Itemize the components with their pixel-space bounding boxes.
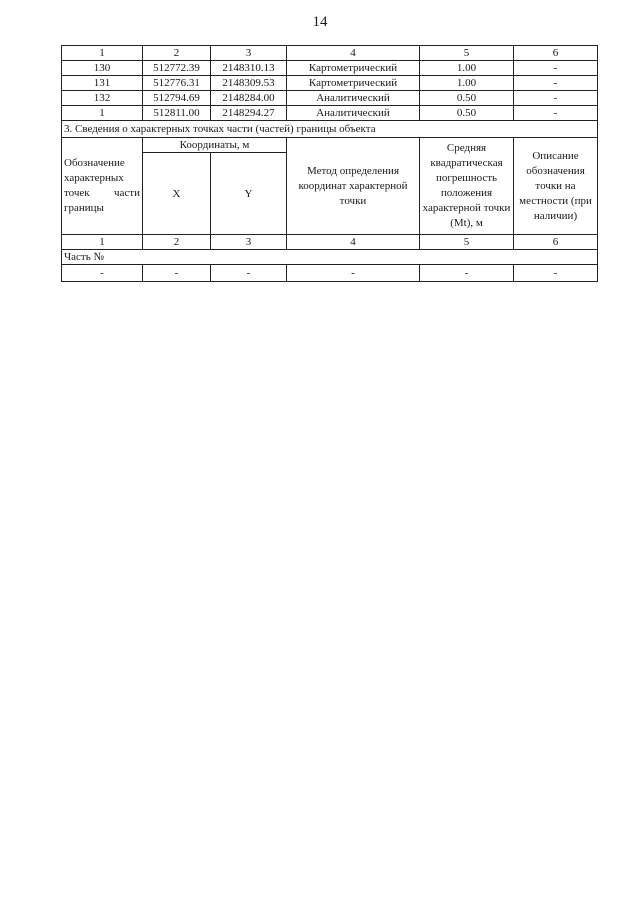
page-number: 14 <box>312 14 328 30</box>
method: Картометрический <box>287 61 420 76</box>
point-id: 131 <box>62 76 143 91</box>
method: Аналитический <box>287 91 420 106</box>
coord-x: 512776.31 <box>143 76 211 91</box>
x-header: X <box>143 153 211 235</box>
coord-x: 512794.69 <box>143 91 211 106</box>
section-title-row <box>62 121 598 138</box>
column-number: 4 <box>287 235 420 250</box>
method: Картометрический <box>287 76 420 91</box>
header-line: характерных <box>64 172 124 184</box>
column-number: 3 <box>211 46 287 61</box>
table-row <box>62 91 598 106</box>
column-number: 6 <box>514 235 598 250</box>
empty-cell: - <box>287 265 420 282</box>
column-number: 1 <box>62 235 143 250</box>
part-row <box>62 250 598 265</box>
column-number: 6 <box>514 46 598 61</box>
column-number: 2 <box>143 46 211 61</box>
description: - <box>514 106 598 121</box>
coord-y: 2148284.00 <box>211 91 287 106</box>
accuracy: 0.50 <box>420 91 514 106</box>
empty-cell: - <box>514 265 598 282</box>
coord-x: 512772.39 <box>143 61 211 76</box>
column-numbers-row <box>62 46 598 61</box>
table-row <box>62 106 598 121</box>
accuracy: 1.00 <box>420 61 514 76</box>
header-line: точек части <box>64 187 140 199</box>
column-number: 1 <box>62 46 143 61</box>
point-id: 1 <box>62 106 143 121</box>
section-title: 3. Сведения о характерных точках части (частей) границы объекта <box>62 121 598 138</box>
coord-y: 2148310.13 <box>211 61 287 76</box>
accuracy: 1.00 <box>420 76 514 91</box>
section-header-row <box>62 138 598 153</box>
column-number: 3 <box>211 235 287 250</box>
column-number: 4 <box>287 46 420 61</box>
empty-cell: - <box>62 265 143 282</box>
header-line: Обозначение <box>64 157 125 169</box>
point-id: 130 <box>62 61 143 76</box>
table-row <box>62 265 598 282</box>
column-numbers-row <box>62 235 598 250</box>
coord-x: 512811.00 <box>143 106 211 121</box>
description: - <box>514 76 598 91</box>
part-label: Часть № <box>62 250 598 265</box>
description: - <box>514 61 598 76</box>
column-number: 5 <box>420 46 514 61</box>
empty-cell: - <box>143 265 211 282</box>
description-header: Описание обозначения точки на местности (при наличии) <box>514 138 598 235</box>
description: - <box>514 91 598 106</box>
method: Аналитический <box>287 106 420 121</box>
point-id: 132 <box>62 91 143 106</box>
column-number: 2 <box>143 235 211 250</box>
header-line: границы <box>64 202 104 214</box>
coord-y: 2148294.27 <box>211 106 287 121</box>
table-row <box>62 76 598 91</box>
accuracy: 0.50 <box>420 106 514 121</box>
coord-y: 2148309.53 <box>211 76 287 91</box>
point-designation-header <box>62 138 143 235</box>
column-number: 5 <box>420 235 514 250</box>
coordinates-table <box>61 45 598 282</box>
method-header: Метод определения координат характерной точки <box>287 138 420 235</box>
accuracy-header: Средняя квадратическая погрешность положения характерной точки (Mt), м <box>420 138 514 235</box>
table-row <box>62 61 598 76</box>
empty-cell: - <box>211 265 287 282</box>
y-header: Y <box>211 153 287 235</box>
empty-cell: - <box>420 265 514 282</box>
coordinates-header: Координаты, м <box>143 138 287 153</box>
